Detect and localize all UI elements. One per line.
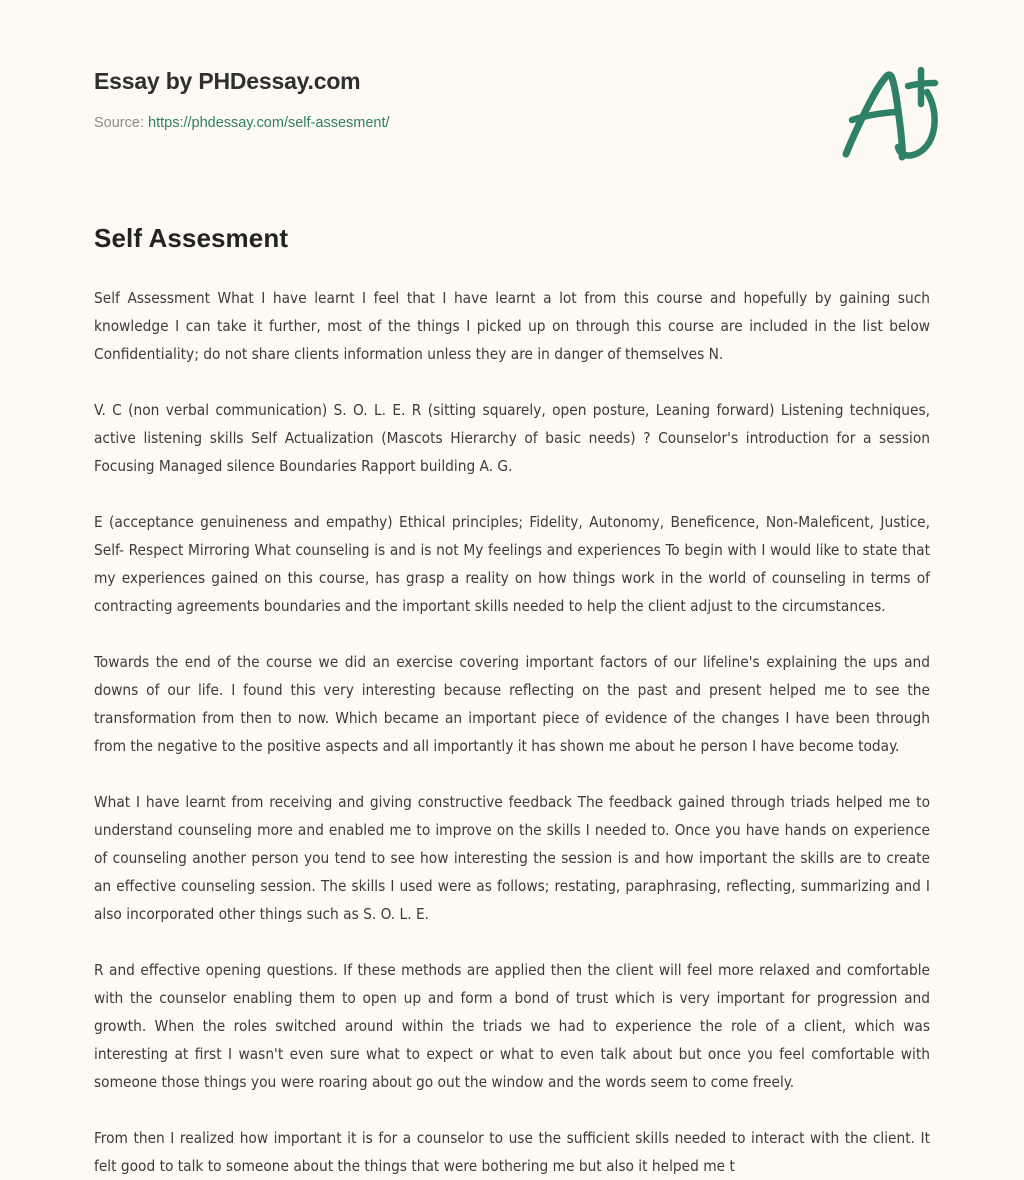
paragraph: Towards the end of the course we did an exercise covering important factors of our lifeline's explaining the ups and downs of our life. I found this very interesting because reflecting on the past and present helped me to see the transformation from then to now. Which became an important piece of evidence of the changes I have been through from the negative to the positive aspects and all importantly it has shown me about he person I have become today. (94, 653, 930, 755)
essay-body (94, 284, 930, 1180)
brand-title: Essay by PHDessay.com (94, 68, 361, 94)
source-url-link[interactable]: https://phdessay.com/self-assesment/ (148, 114, 390, 131)
source-label: Source: (94, 114, 144, 131)
a-plus-logo-icon (830, 58, 950, 168)
source-line (94, 114, 930, 133)
paragraph: Self Assessment What I have learnt I feel that I have learnt a lot from this course and hopefully by gaining such knowledge I can take it further, most of the things I picked up on through this course are included in the list below Confidentiality; do not share clients information unless they are in danger of themselves N. (94, 289, 930, 363)
page-title: Self Assesment (94, 223, 289, 253)
paragraph: E (acceptance genuineness and empathy) Ethical principles; Fidelity, Autonomy, Beneficence, Non-Maleficent, Justice, Self- Respect Mirroring What counseling is and is not My feelings and experiences To begin with I would like to state that my experiences gained on this course, has grasp a reality on how things work in the world of counseling in terms of contracting agreements boundaries and the important skills needed to help the client adjust to the circumstances. (94, 513, 930, 615)
page-header (94, 68, 930, 178)
paragraph: What I have learnt from receiving and giving constructive feedback The feedback gained through triads helped me to understand counseling more and enabled me to improve on the skills I needed to. Once you have hands on experience of counseling another person you tend to see how interesting the session is and how important the skills are to create an effective counseling session. The skills I used were as follows; restating, paraphrasing, reflecting, summarizing and I also incorporated other things such as S. O. L. E. (94, 793, 930, 923)
paragraph: V. C (non verbal communication) S. O. L. E. R (sitting squarely, open posture, Leaning forward) Listening techniques, active listening skills Self Actualization (Mascots Hierarchy of basic needs) ? Counselor's introduction for a session Focusing Managed silence Boundaries Rapport building A. G. (94, 401, 930, 475)
paragraph: From then I realized how important it is for a counselor to use the sufficient skills needed to interact with the client. It felt good to talk to someone about the things that were bothering me but also it helped me t (94, 1129, 930, 1175)
paragraph: R and effective opening questions. If these methods are applied then the client will feel more relaxed and comfortable with the counselor enabling them to open up and form a bond of trust which is very important for progression and growth. When the roles switched around within the triads we had to experience the role of a client, which was interesting at first I wasn't even sure what to expect or what to even talk about but once you feel comfortable with someone those things you were roaring about go out the window and the words seem to come freely. (94, 961, 930, 1091)
